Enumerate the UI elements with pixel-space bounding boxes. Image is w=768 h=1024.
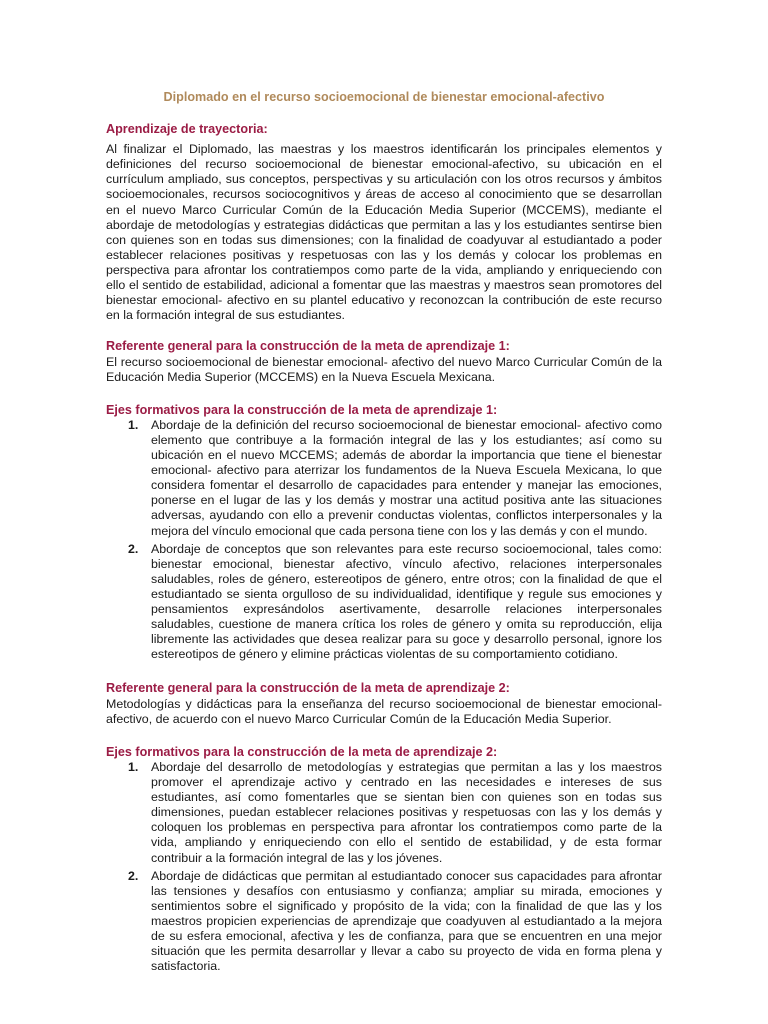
trajectory-paragraph: Al finalizar el Diplomado, las maestras y los maestros identificarán los principales elementos y definiciones del recurso socioemocional de bienestar emocional-afectivo, su ubicación en el currículum ampliado, sus conceptos, perspectivas y su articulación con los otros recursos y ámbitos socioemocionales, recursos sociocognitivos y áreas de acceso al conocimiento que se desarrollan en el nuevo Marco Curricular Común de la Educación Media Superior (MCCEMS), mediante el abordaje de metodologías y estrategias didácticas que permitan a las y los estudiantes sentirse bien con quienes son en todas sus dimensiones; con la finalidad de coadyuvar al estudiantado a poder establecer relaciones positivas y respetuosas con las y los demás y colocar los problemas en perspectiva para afrontar los contratiempos como parte de la vida, ampliando y enriqueciendo con ello el sentido de estabilidad, adicional a fomentar que las maestras y maestros sean promotores del bienestar emocional- afectivo en su plantel educativo y reconozcan la contribución de este recurso en la formación integral de sus estudiantes.	[106, 142, 662, 323]
referent-2-paragraph: Metodologías y didácticas para la enseñanza del recurso socioemocional de bienestar emocional- afectivo, de acuerdo con el nuevo Marco Curricular Común de la Educación Media Superior.	[106, 696, 662, 726]
list-item	[106, 418, 662, 539]
list-item	[106, 869, 662, 975]
axes-1-list	[106, 418, 662, 663]
axes-1-heading: Ejes formativos para la construcción de la meta de aprendizaje 1:	[106, 402, 498, 417]
referent-2-heading: Referente general para la construcción de la meta de aprendizaje 2:	[106, 681, 510, 696]
document-title: Diplomado en el recurso socioemocional de bienestar emocional-afectivo	[163, 90, 605, 104]
list-item-number: 2.	[128, 541, 139, 556]
list-item	[106, 542, 662, 663]
list-item-text: Abordaje de la definición del recurso socioemocional de bienestar emocional- afectivo como elemento que contribuye a la formación integral de las y los estudiantes; así como su ubicación en el nuevo MCCEMS; además de abordar la importancia que tiene el bienestar emocional- afectivo para aterrizar los fundamentos de la Nueva Escuela Mexicana, lo que considera fomentar el desarrollo de capacidades para entender y manejar las emociones, ponerse en el lugar de las y los demás y mostrar una actitud positiva ante las situaciones adversas, ayudando con ello a prevenir conductas violentas, conflictos interpersonales y la mejora del vínculo emocional que cada persona tiene con los y las demás y con el mundo.	[151, 417, 662, 538]
list-item-number: 2.	[128, 868, 139, 883]
list-item-text: Abordaje de didácticas que permitan al estudiantado conocer sus capacidades para afrontar las tensiones y desafíos con entusiasmo y confianza; ampliar su mirada, emociones y sentimientos sobre el significado y propósito de la vida; con la finalidad de que las y los maestros propicien experiencias de aprendizaje que coadyuven al estudiantado a la mejora de su esfera emocional, afectiva y les de confianza, para que se encuentren en una mejor situación que les permita desarrollar y llevar a cabo su proyecto de vida en forma plena y satisfactoria.	[151, 868, 662, 974]
trajectory-heading: Aprendizaje de trayectoria:	[106, 122, 268, 136]
referent-1-heading: Referente general para la construcción de la meta de aprendizaje 1:	[106, 339, 510, 354]
list-item-number: 1.	[128, 760, 139, 775]
referent-1-paragraph: El recurso socioemocional de bienestar emocional- afectivo del nuevo Marco Curricular Común de la Educación Media Superior (MCCEMS) en la Nueva Escuela Mexicana.	[106, 354, 662, 384]
list-item-text: Abordaje del desarrollo de metodologías y estrategias que permitan a las y los maestros promover el aprendizaje activo y centrado en las necesidades e intereses de sus estudiantes, así como fomentarles que se sientan bien con quienes son en todas sus dimensiones, puedan establecer relaciones positivas y respetuosas con las y los demás y coloquen los problemas en perspectiva para afrontar los contratiempos como parte de la vida, ampliando y enriqueciendo con ello el sentido de estabilidad, y de esta formar contribuir a la formación integral de las y los jóvenes.	[151, 760, 662, 865]
list-item-number: 1.	[128, 417, 139, 432]
axes-2-list	[106, 760, 662, 974]
list-item	[106, 760, 662, 866]
list-item-text: Abordaje de conceptos que son relevantes para este recurso socioemocional, tales como: bienestar emocional, bienestar afectivo, vínculo afectivo, relaciones interpersonales saludables, roles de género, estereotipos de género, entre otros; con la finalidad de que el estudiantado se sienta orgulloso de su individualidad, identifique y regule sus emociones y pensamientos expresándolos asertivamente, desarrolle relaciones interpersonales saludables, cuestione de manera crítica los roles de género y omita su reproducción, elija libremente las actividades que desea realizar para su goce y desarrollo personal, ignore los estereotipos de género y elimine prácticas violentas de su comportamiento cotidiano.	[151, 541, 662, 662]
axes-2-heading: Ejes formativos para la construcción de la meta de aprendizaje 2:	[106, 744, 498, 759]
